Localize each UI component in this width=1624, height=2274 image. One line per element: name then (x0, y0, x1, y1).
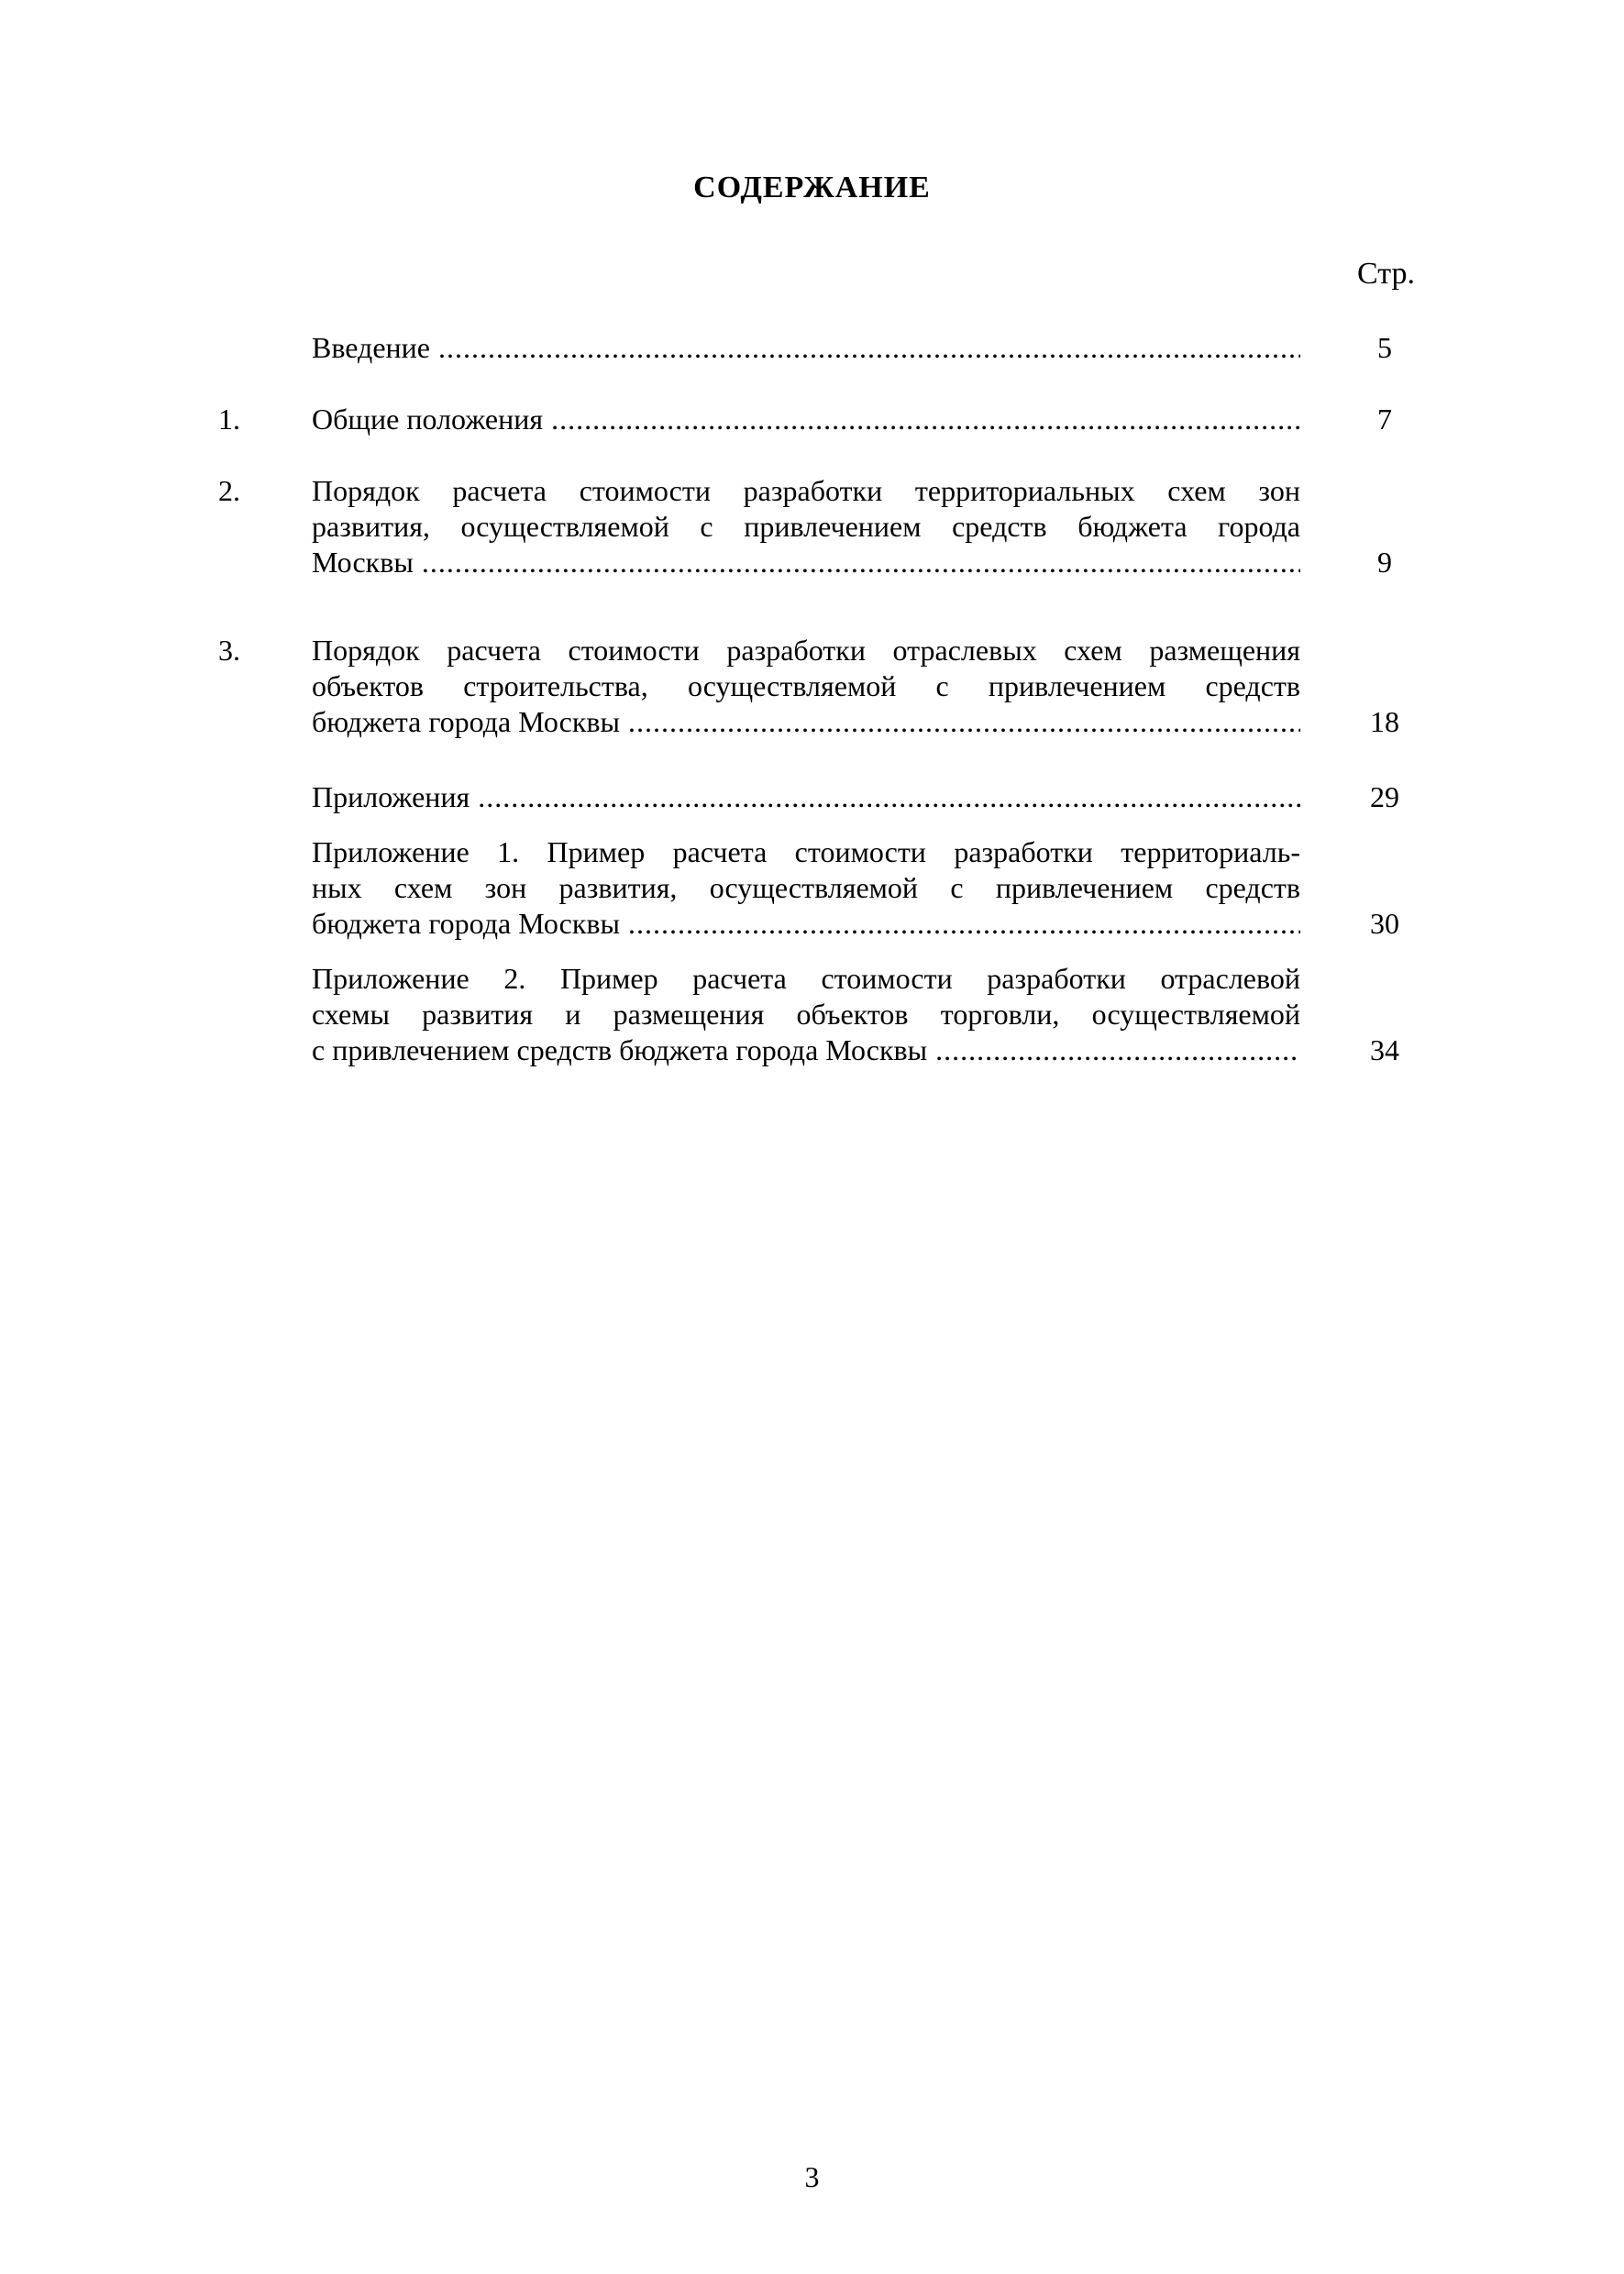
toc-entry-page: 7 (1377, 403, 1392, 436)
toc-entry-page: 34 (1370, 1033, 1399, 1066)
toc-entry-text (312, 633, 1300, 740)
toc-entry-number: 1. (218, 403, 240, 436)
toc-entry-line: Порядок расчета стоимости разработки отраслевых схем размещения (312, 634, 1300, 667)
toc-entry-line: с привлечением средств бюджета города Москвы ..... (312, 1032, 1300, 1068)
toc-entry-text (312, 779, 1300, 815)
page-number: 3 (804, 2160, 820, 2193)
toc-entry-line: Москвы ..... (312, 545, 1300, 580)
toc-entry-line: Приложения ..... (312, 779, 1300, 815)
toc-entry-text (312, 961, 1300, 1068)
toc-entry-text (312, 473, 1300, 580)
page-title: СОДЕРЖАНИЕ (693, 171, 931, 204)
toc-entry-page: 18 (1370, 705, 1399, 738)
toc-entry-text (312, 402, 1300, 437)
toc-entry-page: 30 (1370, 907, 1399, 940)
toc-entry-number: 3. (218, 634, 240, 667)
toc-entry-line: ных схем зон развития, осуществляемой с привлечением средств (312, 871, 1300, 904)
page-column-header: Стр. (1357, 257, 1416, 291)
toc-entry-line: развития, осуществляемой с привлечением средств бюджета города (312, 510, 1300, 543)
toc-entry-line: бюджета города Москвы ..... (312, 704, 1300, 740)
toc-entry-text (312, 834, 1300, 942)
toc-entry-line: Введение ..... (312, 330, 1300, 366)
toc-entry-line: схемы развития и размещения объектов торговли, осуществляемой (312, 998, 1300, 1031)
toc-entry-line: Приложение 2. Пример расчета стоимости разработки отраслевой (312, 962, 1300, 995)
toc-entry-text (312, 330, 1300, 366)
toc-entry-line: бюджета города Москвы ..... (312, 906, 1300, 942)
toc-entry-line: Приложение 1. Пример расчета стоимости разработки территориаль- (312, 835, 1300, 868)
toc-entry-line: Порядок расчета стоимости разработки территориальных схем зон (312, 474, 1300, 507)
toc-entry-page: 5 (1377, 331, 1392, 364)
toc-entry-line: объектов строительства, осуществляемой с привлечением средств (312, 669, 1300, 702)
toc-entry-number: 2. (218, 474, 240, 507)
toc-entry-page: 9 (1377, 546, 1392, 579)
toc-entry-page: 29 (1370, 780, 1399, 813)
toc-entry-line: Общие положения ..... (312, 402, 1300, 437)
